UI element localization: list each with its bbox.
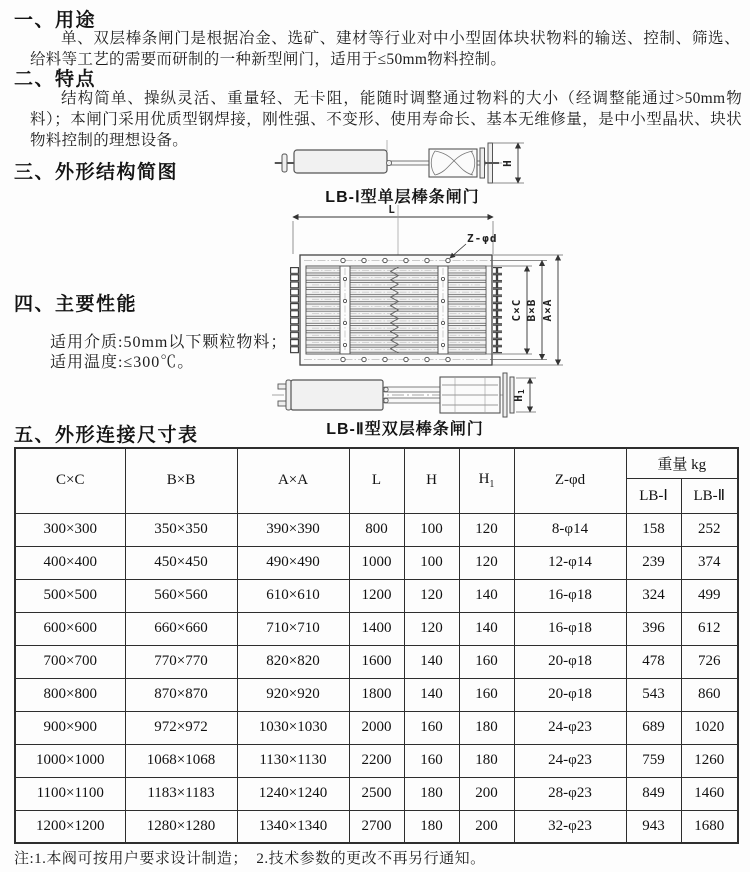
section5-heading: 五、外形连接尺寸表 [14, 425, 199, 446]
table-cell: 600×600 [15, 612, 125, 645]
table-cell: 943 [626, 810, 681, 843]
table-row [15, 579, 738, 612]
table-cell: 252 [681, 513, 738, 546]
table-row [15, 777, 738, 810]
table-cell: 140 [459, 579, 514, 612]
header-zd: Z-φd [514, 448, 626, 513]
table-cell: 300×300 [15, 513, 125, 546]
header-weight: 重量 kg [626, 448, 738, 478]
table-cell: 160 [404, 744, 459, 777]
table-cell: 499 [681, 579, 738, 612]
table-cell: 1400 [349, 612, 404, 645]
table-cell: 972×972 [125, 711, 237, 744]
header-bxb: B×B [125, 448, 237, 513]
table-cell: 920×920 [237, 678, 349, 711]
table-cell: 400×400 [15, 546, 125, 579]
table-cell: 396 [626, 612, 681, 645]
section1-heading: 一、用途 [14, 10, 97, 31]
table-cell: 726 [681, 645, 738, 678]
table-cell: 2200 [349, 744, 404, 777]
table-row [15, 612, 738, 645]
table-row [15, 711, 738, 744]
table-cell: 2700 [349, 810, 404, 843]
lb1-caption: LB-Ⅰ型单层棒条闸门 [325, 189, 480, 206]
table-cell: 160 [459, 678, 514, 711]
table-cell: 800×800 [15, 678, 125, 711]
table-cell: 158 [626, 513, 681, 546]
table-cell: 543 [626, 678, 681, 711]
table-cell: 20-φ18 [514, 678, 626, 711]
table-cell: 612 [681, 612, 738, 645]
table-row [15, 810, 738, 843]
table-cell: 500×500 [15, 579, 125, 612]
table-cell: 2000 [349, 711, 404, 744]
table-cell: 770×770 [125, 645, 237, 678]
table-cell: 860 [681, 678, 738, 711]
screw-tube [291, 380, 383, 410]
handle [275, 154, 296, 172]
bar-ends-right [493, 267, 502, 353]
table-cell: 759 [626, 744, 681, 777]
section4-heading: 四、主要性能 [14, 294, 138, 315]
table-cell: 12-φ14 [514, 546, 626, 579]
table-cell: 689 [626, 711, 681, 744]
header-h1: $H_1$ [459, 448, 514, 513]
table-cell: 120 [404, 612, 459, 645]
table-cell: 120 [459, 546, 514, 579]
AxA-label: A×A [541, 298, 554, 322]
table-cell: 24-φ23 [514, 711, 626, 744]
table-cell: 1460 [681, 777, 738, 810]
table-cell: 1130×1130 [237, 744, 349, 777]
table-cell: 820×820 [237, 645, 349, 678]
table-cell: 700×700 [15, 645, 125, 678]
table-cell: 20-φ18 [514, 645, 626, 678]
table-row [15, 645, 738, 678]
table-row [15, 678, 738, 711]
table-cell: 1800 [349, 678, 404, 711]
table-cell: 660×660 [125, 612, 237, 645]
table-cell: 1000 [349, 546, 404, 579]
table-cell: 28-φ23 [514, 777, 626, 810]
table-cell: 1280×1280 [125, 810, 237, 843]
table-cell: 180 [459, 744, 514, 777]
H1-label: H1 [512, 388, 526, 402]
table-cell: 2500 [349, 777, 404, 810]
table-cell: 8-φ14 [514, 513, 626, 546]
section2-heading: 二、特点 [14, 69, 97, 90]
table-row [15, 546, 738, 579]
table-cell: 140 [404, 645, 459, 678]
table-cell: 450×450 [125, 546, 237, 579]
table-cell: 374 [681, 546, 738, 579]
table-cell: 1600 [349, 645, 404, 678]
table-cell: 1183×1183 [125, 777, 237, 810]
header-lb2: LB-Ⅱ [681, 478, 738, 513]
H-label: H [501, 159, 514, 167]
table-cell: 239 [626, 546, 681, 579]
table-row [15, 513, 738, 546]
table-cell: 324 [626, 579, 681, 612]
table-cell: 160 [404, 711, 459, 744]
table-cell: 610×610 [237, 579, 349, 612]
table-cell: 180 [459, 711, 514, 744]
table-header [15, 448, 738, 513]
gate-plan-view-diagram [270, 205, 580, 380]
bar-ends-left [290, 267, 299, 353]
dimension-H1 [512, 378, 536, 412]
section3-heading: 三、外形结构简图 [14, 162, 179, 183]
table-cell: 180 [404, 810, 459, 843]
temperature-spec: 适用温度:≤300℃。 [50, 354, 195, 371]
section2-paragraph: 结构简单、操纵灵活、重量轻、无卡阻，能随时调整通过物料的大小（经调整能通过>50mm物料）；本闸门采用优质型钢焊接，刚性强、不变形、使用寿命长、基本无维修量，是中小型晶状、块状物料控制的理想设备。 [30, 90, 742, 149]
table-cell: 1240×1240 [237, 777, 349, 810]
medium-spec: 适用介质:50mm以下颗粒物料； [50, 334, 288, 351]
stiffener-strip-right [438, 266, 448, 354]
table-cell: 849 [626, 777, 681, 810]
header-axa: A×A [237, 448, 349, 513]
table-cell: 140 [404, 678, 459, 711]
section1-paragraph: 单、双层棒条闸门是根据冶金、选矿、建材等行业对中小型固体块状物料的输送、控制、筛选、给料等工艺的需要而研制的一种新型闸门，适用于≤50mm物料控制。 [30, 30, 740, 68]
table-cell: 160 [459, 645, 514, 678]
table-cell: 120 [404, 579, 459, 612]
header-cxc: C×C [15, 448, 125, 513]
table-cell: 1200 [349, 579, 404, 612]
table-cell: 100 [404, 546, 459, 579]
gate-body-side [429, 149, 477, 177]
table-cell: 1030×1030 [237, 711, 349, 744]
table-cell: 16-φ18 [514, 612, 626, 645]
header-h: H [404, 448, 459, 513]
table-cell: 180 [404, 777, 459, 810]
table-cell: 1200×1200 [15, 810, 125, 843]
table-cell: 1020 [681, 711, 738, 744]
table-cell: 710×710 [237, 612, 349, 645]
dimension-Zd-callout [450, 232, 498, 258]
bar-joint-zigzag [390, 267, 399, 353]
table-row [15, 744, 738, 777]
table-cell: 350×350 [125, 513, 237, 546]
table-cell: 1100×1100 [15, 777, 125, 810]
table-cell: 1000×1000 [15, 744, 125, 777]
lb2-side-view-diagram [270, 372, 550, 418]
lb2-caption: LB-Ⅱ型双层棒条闸门 [326, 421, 484, 438]
lb1-side-view-diagram [272, 140, 532, 188]
L-label: L [388, 205, 396, 216]
CxC-label: C×C [510, 298, 523, 322]
table-cell: 140 [459, 612, 514, 645]
table-cell: 1260 [681, 744, 738, 777]
dimension-table [14, 447, 739, 844]
table-cell: 200 [459, 777, 514, 810]
stiffener-strip-left [340, 266, 350, 354]
BxB-label: B×B [525, 298, 538, 322]
table-cell: 800 [349, 513, 404, 546]
end-plate-inner [480, 148, 485, 178]
table-cell: 120 [459, 513, 514, 546]
table-cell: 900×900 [15, 711, 125, 744]
table-cell: 560×560 [125, 579, 237, 612]
table-cell: 478 [626, 645, 681, 678]
table-cell: 1068×1068 [125, 744, 237, 777]
table-cell: 1340×1340 [237, 810, 349, 843]
screw-tube [294, 150, 387, 173]
table-cell: 490×490 [237, 546, 349, 579]
table-cell: 100 [404, 513, 459, 546]
table-cell: 16-φ18 [514, 579, 626, 612]
table-cell: 32-φ23 [514, 810, 626, 843]
header-l: L [349, 448, 404, 513]
header-lb1: LB-Ⅰ [626, 478, 681, 513]
end-plate-outer [503, 373, 507, 417]
gate-body-side [440, 377, 500, 413]
table-cell: 390×390 [237, 513, 349, 546]
Zd-label: Z-φd [467, 232, 498, 245]
table-cell: 1680 [681, 810, 738, 843]
dimension-table-body [15, 513, 738, 843]
table-cell: 200 [459, 810, 514, 843]
footnote: 注:1.本阀可按用户要求设计制造； 2.技术参数的更改不再另行通知。 [14, 851, 486, 867]
table-cell: 870×870 [125, 678, 237, 711]
table-cell: 24-φ23 [514, 744, 626, 777]
